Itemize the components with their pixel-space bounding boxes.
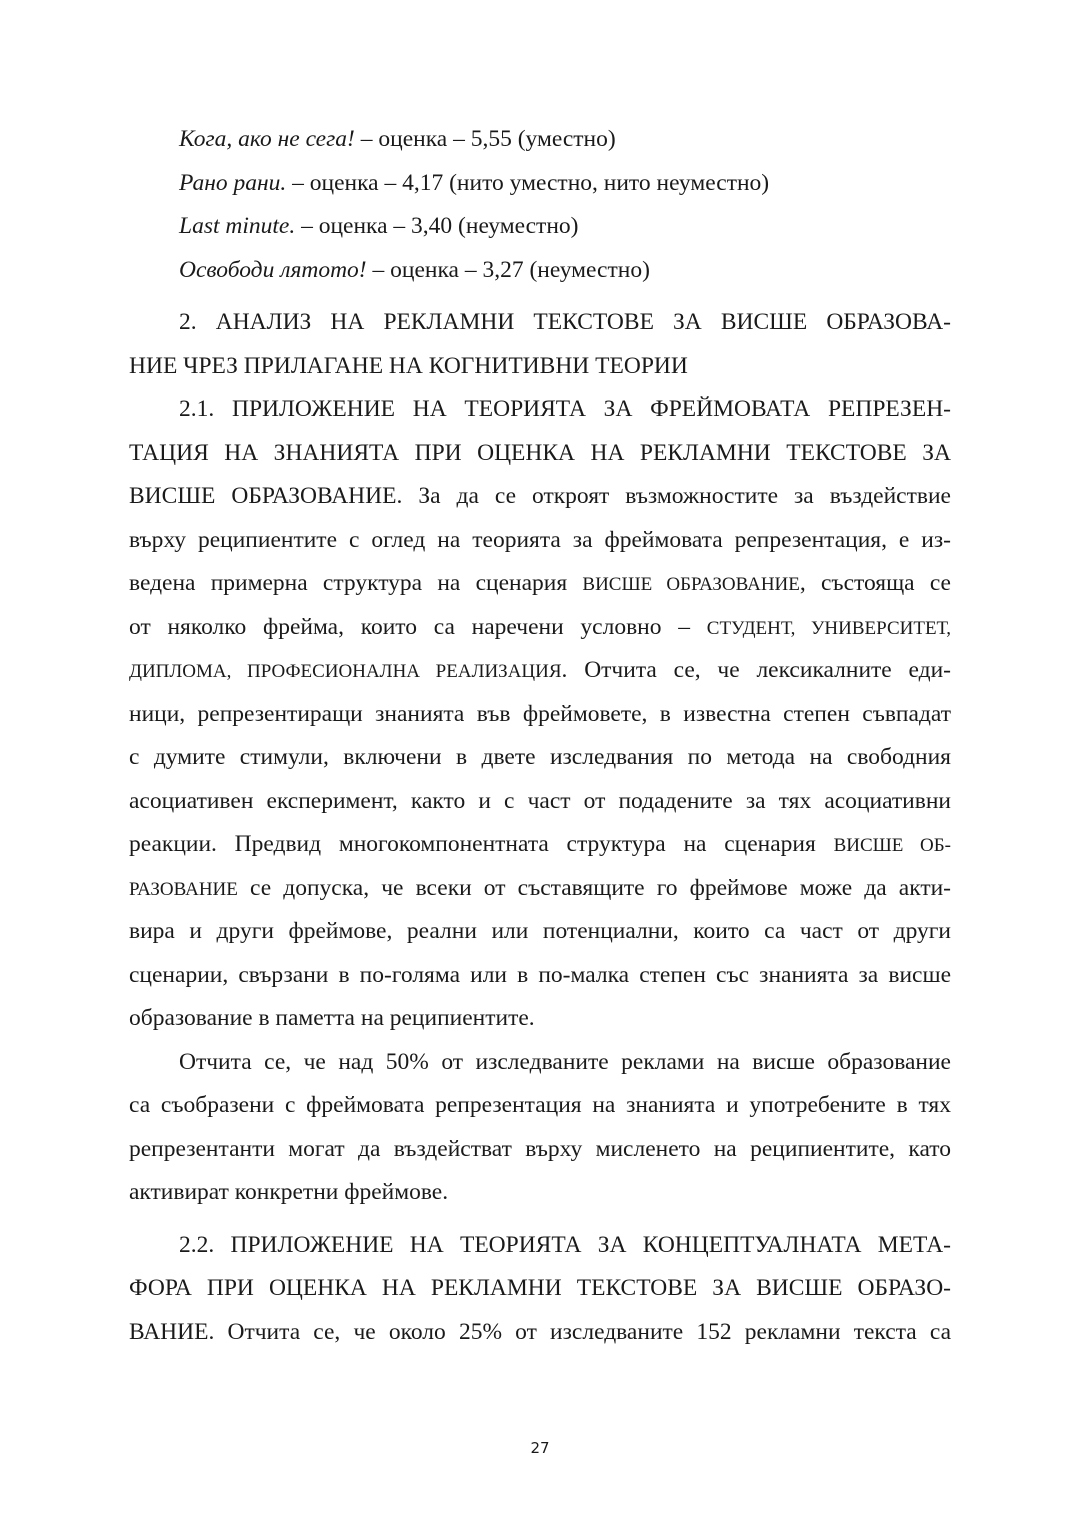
rating-line bbox=[129, 205, 951, 249]
small-caps-term: СТУДЕНТ, УНИВЕРСИТЕТ, bbox=[706, 617, 951, 639]
text-line: 2.1. ПРИЛОЖЕНИЕ НА ТЕОРИЯТА ЗА ФРЕЙМОВАТА РЕПРЕЗЕН- bbox=[179, 396, 951, 422]
text-line: 2. АНАЛИЗ НА РЕКЛАМНИ ТЕКСТОВЕ ЗА ВИСШЕ ОБРАЗОВА- bbox=[179, 309, 951, 335]
rating-value: – оценка – 4,17 (нито уместно, нито неуместно) bbox=[286, 169, 770, 196]
document-page bbox=[129, 118, 951, 1354]
small-caps-term: ВИСШЕ ОБРАЗОВАНИЕ bbox=[582, 574, 800, 595]
slogan: Кога, ако не сега! bbox=[179, 126, 355, 152]
slogan: Освободи лятото! bbox=[179, 256, 367, 283]
text-line: вира и други фреймове, реални или потенциални, които са част от други bbox=[129, 918, 951, 944]
text-line: върху реципиентите с оглед на теорията за фреймовата репрезентация, е из- bbox=[129, 526, 951, 553]
text-line: ФОРА ПРИ ОЦЕНКА НА РЕКЛАМНИ ТЕКСТОВЕ ЗА ВИСШЕ ОБРАЗО- bbox=[129, 1275, 951, 1301]
text-run: от няколко фрейма, които са наречени условно – bbox=[129, 613, 707, 640]
text-line: сценарии, свързани в по-голяма или в по-малка степен със знанията за висше bbox=[129, 961, 951, 988]
text-line bbox=[129, 867, 951, 911]
rating-value: – оценка – 3,27 (неуместно) bbox=[366, 256, 650, 283]
text-line: асоциативен експеримент, както и с част от подадените за тях асоциативни bbox=[129, 787, 951, 814]
rating-line bbox=[129, 118, 951, 162]
text-line bbox=[129, 823, 951, 867]
paragraph bbox=[129, 1041, 951, 1215]
text-line: Отчита се, че над 50% от изследваните реклами на висше образование bbox=[179, 1048, 951, 1075]
section-2-1-paragraph bbox=[129, 388, 951, 1041]
text-line: НИЕ ЧРЕЗ ПРИЛАГАНЕ НА КОГНИТИВНИ ТЕОРИИ bbox=[129, 352, 688, 379]
page-number: 27 bbox=[530, 1439, 550, 1457]
small-caps-term: ВИСШЕ ОБ- bbox=[833, 835, 951, 856]
text-run: , състояща се bbox=[799, 570, 951, 596]
text-run: реакции. Предвид многокомпонентната структура на сценария bbox=[129, 831, 834, 857]
text-line: ВАНИЕ. Отчита се, че около 25% от изследваните 152 рекламни текста са bbox=[129, 1318, 951, 1345]
small-caps-term: РАЗОВАНИЕ bbox=[129, 878, 238, 900]
text-line bbox=[129, 649, 951, 693]
text-line: с думите стимули, включени в двете изследвания по метода на свободния bbox=[129, 744, 951, 770]
text-line: образование в паметта на реципиентите. bbox=[129, 1005, 535, 1031]
text-line: ници, репрезентиращи знанията във фреймовете, в известна степен съвпадат bbox=[129, 700, 951, 727]
rating-value: – оценка – 5,55 (уместно) bbox=[354, 126, 616, 152]
text-line: ТАЦИЯ НА ЗНАНИЯТА ПРИ ОЦЕНКА НА РЕКЛАМНИ ТЕКСТОВЕ ЗА bbox=[129, 439, 951, 466]
text-run: ведена примерна структура на сценария bbox=[129, 570, 583, 596]
text-line: 2.2. ПРИЛОЖЕНИЕ НА ТЕОРИЯТА ЗА КОНЦЕПТУАЛНАТА МЕТА- bbox=[179, 1231, 951, 1258]
text-line bbox=[129, 562, 951, 606]
section-2-heading bbox=[129, 301, 951, 388]
rating-line bbox=[129, 249, 951, 293]
text-line: ВИСШЕ ОБРАЗОВАНИЕ. За да се откроят възможностите за въздействие bbox=[129, 483, 951, 509]
section-2-2-paragraph bbox=[129, 1224, 951, 1355]
text-run: . Отчита се, че лексикалните еди- bbox=[561, 657, 951, 683]
text-line: репрезентанти могат да въздействат върху мисленето на реципиентите, като bbox=[129, 1135, 951, 1162]
rating-value: – оценка – 3,40 (неуместно) bbox=[295, 213, 579, 239]
text-line bbox=[129, 606, 951, 650]
slogan: Last minute. bbox=[179, 213, 296, 239]
text-line: са съобразени с фреймовата репрезентация на знанията и употребените в тях bbox=[129, 1092, 951, 1118]
slogan: Рано рани. bbox=[179, 169, 287, 196]
rating-line bbox=[129, 162, 951, 206]
text-run: се допуска, че всеки от съставящите го фреймове може да акти- bbox=[237, 874, 951, 901]
small-caps-term: ДИПЛОМА, ПРОФЕСИОНАЛНА РЕАЛИЗАЦИЯ bbox=[129, 661, 562, 682]
text-line: активират конкретни фреймове. bbox=[129, 1179, 449, 1205]
